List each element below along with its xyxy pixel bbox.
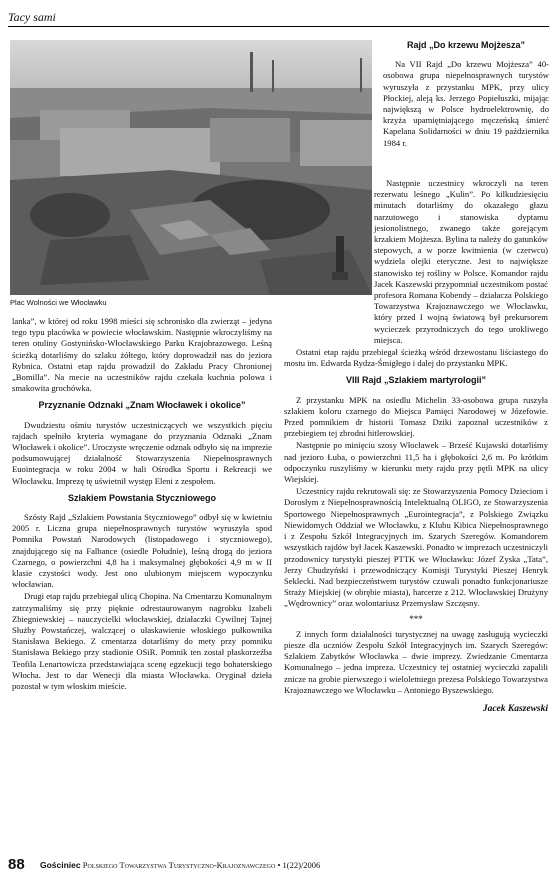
- page-footer: [8, 856, 549, 874]
- page-number: 88: [8, 856, 25, 873]
- paragraph: Drugi etap rajdu przebiegał ulicą Chopina. Na Cmentarzu Komunalnym zatrzymaliśmy się przy pięknie odrestaurowanym nagrobku Izabeli Zbiegniewskiej – nauczycielki włocławskiej, działaczki Cywilnej Tajnej Służby Powstańczej, walczącej o ułaskawienie włoskiego pułkownika Stanisława Bekiego. Z cmentarza dotarliśmy do mety przy pomniku Stanisława Bekiego przy stadionie OSiR. Pomnik ten został płaskorzeźba Teofila Lenartowicza przedstawiająca scenę egzekucji tego bohaterskiego Włocha. Jest to dar Wenecji dla miasta Włocławka. Oryginał dzieła pozostał w tym włoskim mieście.: [12, 591, 272, 692]
- paragraph: Z innych form działalności turystycznej na uwagę zasługują wycieczki piesze dla uczniów Zespołu Szkół Integracyjnych im. Szarych Szeregów: Szlakiem Zabytków Włocławka – dwie imprezy. Zwiedzanie Cmentarza Komunalnego – jedna impreza. Uczestnicy tej ostatniej wycieczki zapalili znicze na grobie pierwszego i wieloletniego prezesa Polskiego Towarzystwa Krajoznawczego we Włocławku – Antoniego Byszewskiego.: [284, 628, 548, 695]
- section-separator: ***: [409, 613, 423, 624]
- paragraph: Dwudziestu ośmiu turystów uczestniczących we wszystkich pięciu rajdach spełniło kryteria wymagane do przyznania Odznaki „Znam Włocławek i okolice”. Uroczyste wręczenie odznak odbyło się na imprezie podsumowującej działalność Stowarzyszenia Niepełnosprawnych Euointegracja w roku 2004 w hali Ośrodka Sportu i Rekreacji we Włocławku. Imprezę tę uświetnił występ Eleni z zespołem.: [12, 419, 272, 486]
- article-title: Szlakiem Powstania Styczniowego: [67, 492, 217, 503]
- right-column: [284, 178, 548, 715]
- issue-number: • 1(22)/2006: [277, 860, 321, 870]
- publication-org: Polskiego Towarzystwa Turystyczno-Krajoznawczego: [82, 860, 276, 870]
- photo-caption: Plac Wolności we Włocławku: [10, 298, 107, 307]
- publication-line: [40, 860, 320, 870]
- paragraph: Na VII Rajd „Do krzewu Mojżesza” 40-osobowa grupa niepełnosprawnych turystów wyruszyła z przystanku MPK, przy ulicy Płockiej, aleją ks. Jerzego Popiełuszki, mijając największą w Polsce hydroelektrownię, do krzyża upamiętniającego męczeńską śmierć Kapelana Solidarności w dniu 19 października 1984 r.: [383, 59, 549, 148]
- paragraph: Ostatni etap rajdu przebiegał ścieżką wśród drzewostanu liściastego do mostu im. Edwarda Rydza-Śmigłego i dalej do przystanku MPK.: [284, 347, 548, 369]
- section-title: Tacy sami: [8, 10, 56, 24]
- paragraph: Z przystanku MPK na osiedlu Michelin 33-osobowa grupa ruszyła szlakiem koloru czarnego do Miejsca Pamięci Narodowej w Józefowie. Przed pomnikiem dr historii Tomasz Dzikі zapoznał uczestników z przebiegiem tej zbrodni hitlerowskiej.: [284, 394, 548, 439]
- article-title: Przyznanie Odznaki „Znam Włocławek i okolice”: [38, 400, 246, 411]
- article-title: VIII Rajd „Szlakiem martyrologii”: [345, 375, 487, 386]
- article-title: Rajd „Do krzewu Mojżesza”: [406, 40, 526, 50]
- header-rule: [8, 26, 549, 27]
- paragraph: Następnie po minięciu szosy Włocławek – Brześć Kujawski dotarliśmy nad jezioro Łuba, o powierzchni 11,5 ha i głębokości 2,6 m. Po krótkim odpoczynku ruszyliśmy w kierunku mety rajdu przy pętli MPK na ulicy Wiejskiej.: [284, 440, 548, 485]
- publication-name: Gościniec: [40, 860, 81, 870]
- paragraph: Uczestnicy rajdu rekrutowali się: ze Stowarzyszenia Pomocy Dzieciom i Dorosłym z Niepełnosprawnością Intelektualną OLIGO, ze Stowarzyszenia Sportowego Niepełnosprawnych „Eurointegracja”, z Polskiego Związku Niewidomych Oddział we Włocławku, z Klubu Kibica Niepełnosprawnego i z Zespołu Szkół Integracyjnych im. Szarych Szeregów. Komandorem wszystkich rajdów był Jacek Kaszewski. Ponadto w imprezach uczestniczyli przodownicy turystyki pieszej PTTK we Włocławku: Józef Zyska „Tata”, Jerzy Chudzyński i przewodniczący Komisji Turystyki Pieszej Henryk Seklecki. Nad bezpieczeństwem turystów czuwali ponadto funkcjonariusze Straży Miejskiej (w obrębie miasta), harcerze z 212. Włocławskiej Drużyny „Wędrownicy” oraz wolontariusz Przemysław Szczęsny.: [284, 486, 548, 609]
- author-signature: Jacek Kaszewski: [482, 703, 548, 714]
- paragraph: lanka”, w której od roku 1998 mieści się schronisko dla zwierząt – jedyna tego typu placówka w powiecie włocławskim. Następnie wkroczyliśmy na teren otuliny Gostynińsko-Włocławskiego Parku Krajobrazowego. Leśną ścieżką dotarliśmy do szlaku żółtego, który doprowadził nas do jeziora Rybnica. Ostatni etap rajdu prowadził do Zakładu Pracy Chronionej „Bomilla”. Na mecie na uczestników rajdu czekała kuchnia polowa i smakowita grochówka.: [12, 316, 272, 394]
- left-column: [12, 316, 272, 693]
- page-header: [8, 4, 549, 34]
- paragraph: Następnie uczestnicy wkroczyli na teren rezerwatu leśnego „Kulin”. Po kilkudziesięciu minutach dotarliśmy do okazałego głazu narzutowego i stanowiska dyptamu jesionolistnego, zwanego także gorejącym krzakiem Mojżesza. Bylina ta należy do gatunków stepowych, a w porze kwitnienia (w czerwcu) wydziela olejki eteryczne. Jest to największe stanowisko tej rośliny w Polsce. Komandor rajdu Jacek Kaszewski przypomniał uczestnikom postać profesora Romana Kobendy – działacza Polskiego Towarzystwa Krajoznawczego we Włocławku, który przed I wojną światową był prekursorem wycieczek przyrodniczych do tego urokliwego miejsca.: [374, 178, 548, 345]
- article-rajd-mojzesza-top: [383, 40, 549, 150]
- paragraph: Szósty Rajd „Szlakiem Powstania Styczniowego” odbył się w kwietniu 2005 r. Liczna grupa niepełnosprawnych turystów wyruszyła spod Pomnika Powstań Narodowych (listopadowego i styczniowego), znajdującego się na Falbance (osiedle Południe), leśną drogą do jeziora Czarnego, o powierzchni 4,8 ha i maksymalnej głębokości 4,9 m w II klasie czystości wody. Jest ono ulubionym miejscem wypoczynku włocławian.: [12, 512, 272, 590]
